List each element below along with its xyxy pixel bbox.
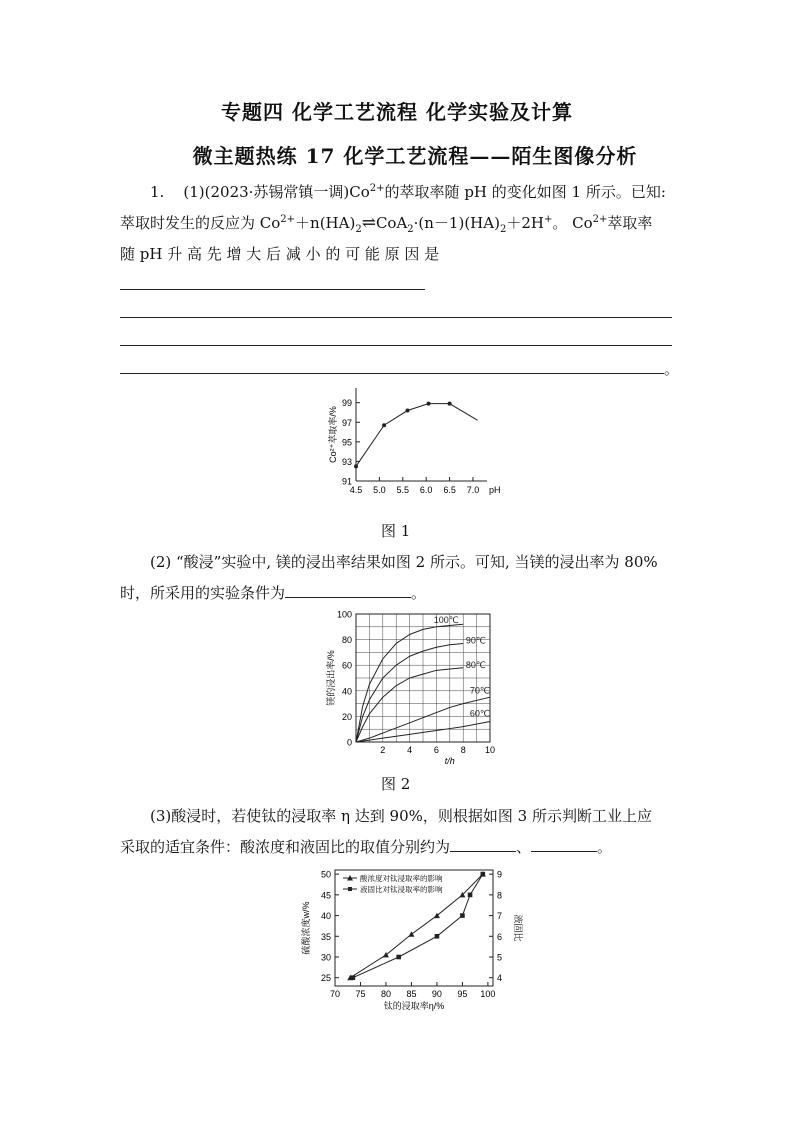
q3-text: 。 [597, 838, 613, 856]
data-point-square [435, 934, 440, 939]
y2-tick-label: 7 [497, 911, 503, 922]
answer-blank-liquid-solid-ratio[interactable] [531, 837, 597, 852]
y-tick-label: 60 [341, 660, 352, 671]
superscript: 2+ [280, 214, 296, 225]
equilibrium-arrow: ⇌ [361, 213, 376, 233]
series-label: 100℃ [433, 614, 459, 625]
superscript: 2+ [592, 214, 608, 225]
y-axis-label: 镁的浸出率/% [326, 650, 336, 706]
x-tick-label: 10 [484, 745, 496, 755]
q1-text: (1)(2023·苏锡常镇一调)Co [183, 183, 370, 201]
data-point [427, 402, 431, 406]
x-tick-label: 6 [433, 745, 439, 755]
data-point-square [481, 872, 486, 877]
data-point [354, 464, 358, 468]
data-point-square [468, 893, 473, 898]
q1-text: 。 Co [552, 214, 593, 232]
answer-line[interactable] [120, 345, 672, 346]
q1-text: ·(n－1)(HA) [413, 214, 500, 232]
y2-tick-label: 9 [497, 869, 503, 880]
x-tick-label: 2 [380, 745, 386, 755]
answer-line[interactable] [120, 373, 664, 374]
x-tick-label: 5.5 [396, 485, 410, 495]
figure-2-chart [318, 604, 498, 766]
x-tick-label: 6.5 [443, 485, 456, 495]
x-tick-label: 95 [457, 989, 468, 999]
superscript: 2+ [369, 183, 385, 194]
q1-text: ＋n(HA) [295, 214, 356, 232]
y-tick-label: 40 [341, 686, 352, 697]
y-tick-label: 50 [320, 869, 331, 880]
x-tick-label: 100 [480, 989, 496, 999]
x-axis-label: t/h [444, 756, 455, 766]
y-axis-label: Co²⁺萃取率/% [328, 406, 338, 463]
y-tick-label: 35 [320, 931, 331, 942]
y2-tick-label: 6 [497, 931, 503, 942]
series-label: 90℃ [465, 635, 487, 646]
subscript: 2 [499, 224, 507, 235]
q3-line-1: (3)酸浸时，若使钛的浸取率 η 达到 90%，则根据如图 3 所示判断工业上应 [150, 807, 652, 825]
subscript: 2 [355, 224, 362, 235]
answer-blank-acid-concentration[interactable] [450, 837, 516, 852]
answer-blank[interactable] [285, 583, 411, 598]
x-tick-label: 90 [431, 989, 442, 999]
legend-label: 液固比对钛浸取率的影响 [360, 885, 443, 894]
y-tick-label: 91 [341, 476, 352, 487]
y-tick-label: 93 [341, 456, 352, 467]
q2-line-2 [120, 582, 426, 603]
data-point [382, 423, 386, 427]
y-tick-label: 80 [341, 635, 352, 646]
y2-tick-label: 5 [497, 952, 503, 963]
q1-text: ＋2H [506, 214, 544, 232]
y2-tick-label: 4 [497, 973, 503, 984]
y-tick-label: 45 [320, 890, 331, 901]
q3-line-2 [120, 836, 612, 857]
x-tick-label: 4 [407, 745, 413, 755]
y2-axis-label: 液固比 [513, 914, 523, 942]
y2-tick-label: 8 [497, 890, 503, 901]
x-tick-label: 8 [460, 745, 466, 755]
q1-text: 萃取时发生的反应为 Co [120, 214, 281, 232]
x-axis-label: 钛的浸取率η/% [383, 1001, 445, 1011]
x-tick-label: 80 [380, 989, 391, 999]
section-title: 专题四 化学工艺流程 化学实验及计算 [221, 100, 573, 124]
topic-title: 微主题热练 17 化学工艺流程——陌生图像分析 [192, 144, 638, 168]
y-tick-label: 40 [320, 911, 331, 922]
data-point [448, 402, 452, 406]
y-tick-label: 25 [320, 973, 331, 984]
legend-label: 酸浓度对钛浸取率的影响 [360, 874, 443, 883]
data-point [405, 409, 409, 413]
data-point-square [351, 975, 356, 980]
q1-text: 的萃取率随 pH 的变化如图 1 所示。已知: [384, 183, 666, 201]
question-number: 1. [150, 183, 165, 201]
q2-text: 时，所采用的实验条件为 [120, 584, 286, 602]
figure-2-caption: 图 2 [381, 775, 411, 793]
x-tick-label: 4.5 [349, 485, 363, 495]
q3-text: 采取的适宜条件：酸浓度和液固比的取值分别约为 [120, 838, 451, 856]
series-line [356, 404, 478, 467]
series-label: 80℃ [465, 659, 487, 670]
q1-line-3: 随 pH 升 高 先 增 大 后 减 小 的 可 能 原 因 是 [120, 245, 440, 263]
answer-line[interactable] [120, 317, 672, 318]
superscript: + [543, 214, 553, 225]
x-axis-label: pH [489, 485, 501, 495]
figure-1-chart [322, 384, 512, 499]
q2-line-1: (2) “酸浸”实验中, 镁的浸出率结果如图 2 所示。可知, 当镁的浸出率为 80% [150, 553, 658, 571]
series-label: 70℃ [469, 685, 491, 696]
x-tick-label: 85 [406, 989, 417, 999]
data-point-square [460, 913, 465, 918]
y-tick-label: 0 [346, 737, 352, 748]
q1-text: 萃取率 [607, 214, 653, 232]
figure-3-chart [295, 862, 530, 1018]
x-tick-label: 6.0 [419, 485, 433, 495]
answer-line[interactable] [120, 289, 425, 290]
y-tick-label: 97 [341, 417, 352, 428]
y-tick-label: 100 [336, 609, 352, 620]
y-axis-label: 硫酸浓度w/% [301, 901, 311, 955]
q1-line-2 [120, 212, 652, 235]
y-tick-label: 99 [341, 398, 352, 409]
q3-text: 、 [516, 838, 532, 856]
data-point-square [396, 955, 401, 960]
q2-text: 。 [411, 584, 427, 602]
x-tick-label: 5.0 [373, 485, 386, 495]
y-tick-label: 95 [341, 437, 352, 448]
series-label: 60℃ [469, 708, 491, 719]
q1-line-1 [150, 181, 666, 202]
q1-text: CoA [375, 214, 408, 232]
legend-marker-square [348, 887, 352, 891]
y-tick-label: 30 [320, 952, 331, 963]
y-tick-label: 20 [341, 711, 352, 722]
data-point-triangle [408, 931, 414, 937]
end-mark: 。 [664, 360, 680, 378]
subscript: 2 [407, 224, 414, 235]
figure-1-caption: 图 1 [381, 522, 411, 540]
x-tick-label: 7.0 [466, 485, 480, 495]
x-tick-label: 75 [355, 989, 366, 999]
x-tick-label: 70 [329, 989, 341, 999]
